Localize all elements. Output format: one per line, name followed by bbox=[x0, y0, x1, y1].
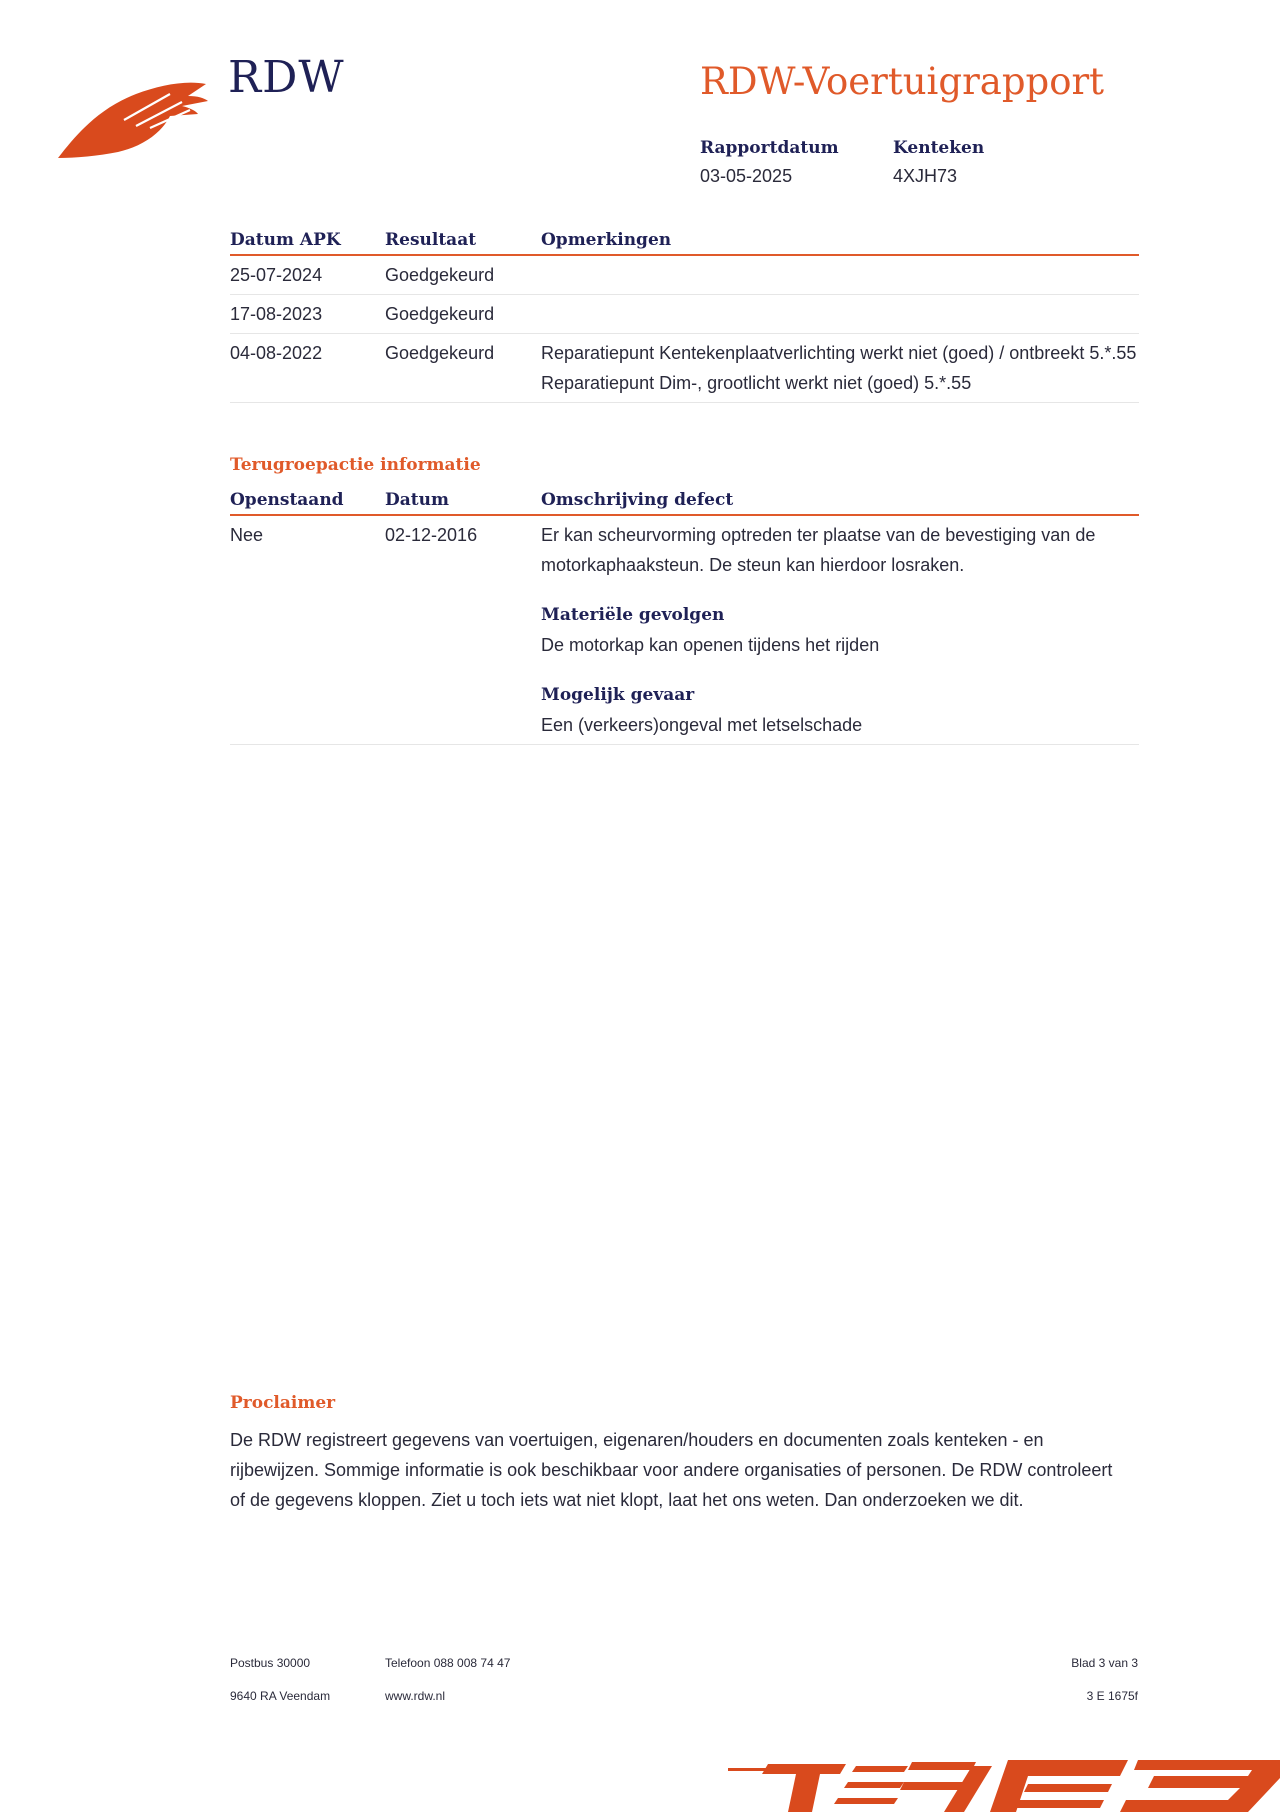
footer-page-number: Blad 3 van 3 bbox=[1071, 1656, 1138, 1670]
material-consequences-heading: Materiële gevolgen bbox=[541, 605, 725, 625]
possible-danger-heading: Mogelijk gevaar bbox=[541, 685, 695, 705]
rdw-wing-logo-icon bbox=[58, 80, 208, 162]
logo-text: RDW bbox=[228, 52, 345, 103]
apk-remarks-cell bbox=[541, 295, 1139, 334]
table-row bbox=[230, 334, 1139, 403]
apk-result-cell: Goedgekeurd bbox=[385, 334, 541, 403]
remark-text: Reparatiepunt Dim-, grootlicht werkt niet (goed) 5.*.55 bbox=[541, 373, 972, 393]
license-plate bbox=[893, 138, 984, 187]
apk-remarks-cell bbox=[541, 255, 1139, 295]
license-plate-value: 4XJH73 bbox=[893, 166, 958, 186]
footer-city: 9640 RA Veendam bbox=[230, 1689, 331, 1703]
footer-phone: Telefoon 088 008 74 47 bbox=[385, 1656, 511, 1670]
table-header-row bbox=[230, 484, 1139, 515]
apk-table bbox=[230, 224, 1139, 403]
apk-date-cell: 17-08-2023 bbox=[230, 295, 385, 334]
apk-date-cell: 04-08-2022 bbox=[230, 334, 385, 403]
column-header-remarks: Opmerkingen bbox=[541, 224, 1139, 255]
table-row bbox=[230, 515, 1139, 745]
proclaimer-text: De RDW registreert gegevens van voertuigen, eigenaren/houders en documenten zoals kenteken - en rijbewijzen. Sommige informatie is ook beschikbaar voor andere organisaties of personen. De RDW controleert of de gegevens kloppen. Ziet u toch iets wat niet klopt, laat het ons weten. Dan onderzoeken we dit. bbox=[230, 1430, 1113, 1510]
recall-description-cell bbox=[541, 515, 1139, 745]
table-row bbox=[230, 255, 1139, 295]
defect-description: Er kan scheurvorming optreden ter plaatse van de bevestiging van de motorkaphaaksteun. De steun kan hierdoor losraken. bbox=[541, 525, 1096, 575]
remark-text: Reparatiepunt Kentekenplaatverlichting werkt niet (goed) / ontbreekt 5.*.55 bbox=[541, 343, 1137, 363]
column-header-result: Resultaat bbox=[385, 224, 541, 255]
table-row bbox=[230, 295, 1139, 334]
footer-document-code: 3 E 1675f bbox=[1086, 1689, 1138, 1703]
report-date-value: 03-05-2025 bbox=[700, 166, 793, 186]
column-header-open: Openstaand bbox=[230, 484, 385, 515]
recall-date-cell: 02-12-2016 bbox=[385, 515, 541, 745]
proclaimer-title: Proclaimer bbox=[230, 1393, 336, 1413]
recall-table bbox=[230, 484, 1139, 745]
apk-result-cell: Goedgekeurd bbox=[385, 295, 541, 334]
license-plate-label: Kenteken bbox=[893, 138, 985, 158]
possible-danger-text: Een (verkeers)ongeval met letselschade bbox=[541, 715, 863, 735]
recall-open-cell: Nee bbox=[230, 515, 385, 745]
rdw-stripes-decoration-icon bbox=[728, 1748, 1280, 1812]
recall-section-title: Terugroepactie informatie bbox=[230, 455, 481, 475]
report-date bbox=[700, 138, 839, 187]
apk-remarks-cell bbox=[541, 334, 1139, 403]
material-consequences-text: De motorkap kan openen tijdens het rijden bbox=[541, 635, 880, 655]
page-title: RDW-Voertuigrapport bbox=[700, 60, 1105, 103]
footer-website-link[interactable]: www.rdw.nl bbox=[385, 1689, 446, 1703]
column-header-date-apk: Datum APK bbox=[230, 224, 385, 255]
column-header-defect-description: Omschrijving defect bbox=[541, 484, 1139, 515]
report-date-label: Rapportdatum bbox=[700, 138, 839, 158]
apk-date-cell: 25-07-2024 bbox=[230, 255, 385, 295]
column-header-date: Datum bbox=[385, 484, 541, 515]
footer-postbus: Postbus 30000 bbox=[230, 1656, 311, 1670]
apk-result-cell: Goedgekeurd bbox=[385, 255, 541, 295]
table-header-row bbox=[230, 224, 1139, 255]
